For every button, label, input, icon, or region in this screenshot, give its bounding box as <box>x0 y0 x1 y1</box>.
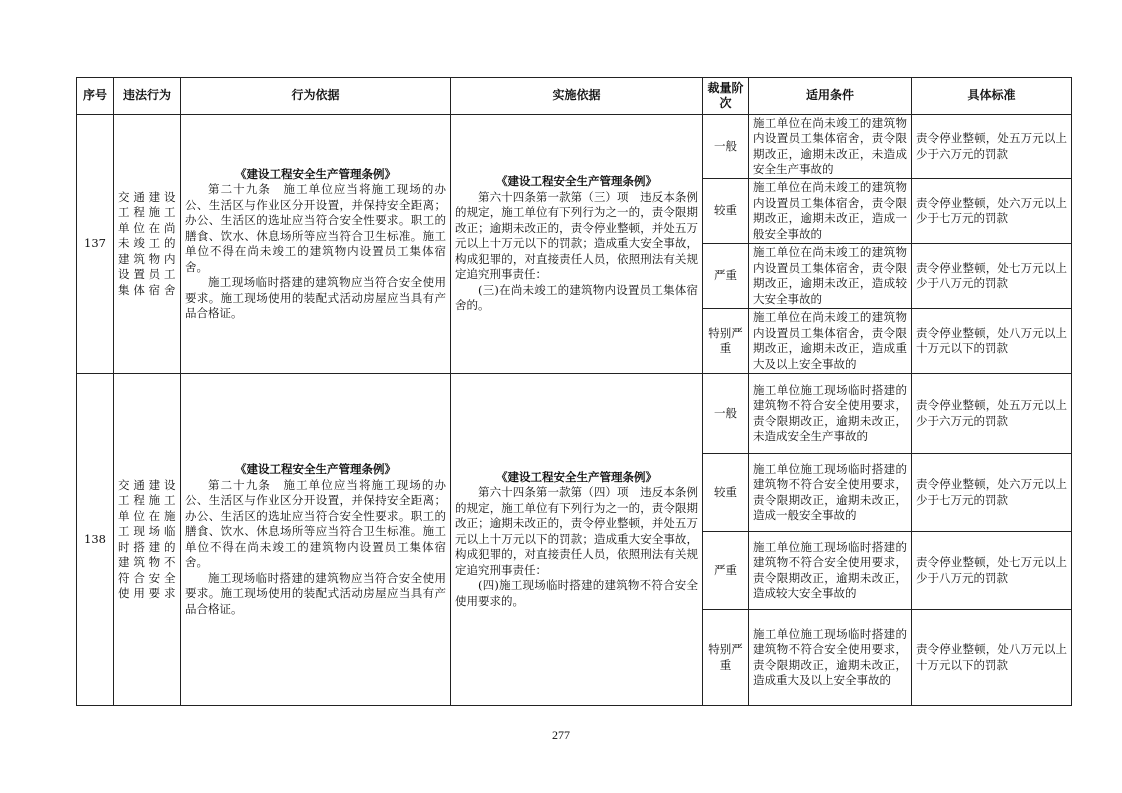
impl-title: 《建设工程安全生产管理条例》 <box>496 469 657 484</box>
header-impl: 实施依据 <box>451 78 703 115</box>
level-cell: 一般 <box>703 115 749 179</box>
standard-cell: 责令停业整顿，处六万元以上少于七万元的罚款 <box>912 179 1072 244</box>
standard-cell: 责令停业整顿，处五万元以上少于六万元的罚款 <box>912 374 1072 454</box>
impl-title: 《建设工程安全生产管理条例》 <box>496 174 657 189</box>
seq-cell: 137 <box>77 115 114 374</box>
level-cell: 较重 <box>703 179 749 244</box>
condition-cell: 施工单位在尚未竣工的建筑物内设置员工集体宿舍，责令限期改正，逾期未改正，造成重大及以上安全事故的 <box>749 309 912 374</box>
basis-paragraph: 施工现场临时搭建的建筑物应当符合安全使用要求。施工现场使用的装配式活动房屋应当具有产品合格证。 <box>185 570 446 616</box>
basis-cell <box>181 115 451 374</box>
violation-cell: 交通建设工程施工单位在施工现场临时搭建的建筑物不符合安全使用要求 <box>114 374 181 706</box>
impl-paragraph: 第六十四条第一款第（三）项 违反本条例的规定，施工单位有下列行为之一的，责令限期改正；逾期未改正的，责令停业整顿，并处五万元以上十万元以下的罚款；造成重大安全事故，构成犯罪的，对直接责任人员，依照刑法有关规定追究刑事责任： <box>455 189 698 282</box>
basis-title: 《建设工程安全生产管理条例》 <box>235 462 396 476</box>
condition-cell: 施工单位在尚未竣工的建筑物内设置员工集体宿舍，责令限期改正，逾期未改正，未造成安全生产事故的 <box>749 115 912 179</box>
header-row <box>77 78 1072 115</box>
condition-cell: 施工单位施工现场临时搭建的建筑物不符合安全使用要求，责令限期改正，逾期未改正，造成一般安全事故的 <box>749 454 912 532</box>
standard-cell: 责令停业整顿，处七万元以上少于八万元的罚款 <box>912 532 1072 610</box>
header-standard: 具体标准 <box>912 78 1072 115</box>
standard-cell: 责令停业整顿，处五万元以上少于六万元的罚款 <box>912 115 1072 179</box>
level-cell: 特别严重 <box>703 610 749 706</box>
seq-cell: 138 <box>77 374 114 706</box>
condition-cell: 施工单位在尚未竣工的建筑物内设置员工集体宿舍，责令限期改正，逾期未改正，造成较大安全事故的 <box>749 244 912 309</box>
level-cell: 特别严重 <box>703 309 749 374</box>
basis-paragraph: 施工现场临时搭建的建筑物应当符合安全使用要求。施工现场使用的装配式活动房屋应当具有产品合格证。 <box>185 275 446 320</box>
condition-cell: 施工单位施工现场临时搭建的建筑物不符合安全使用要求，责令限期改正，逾期未改正，造成较大安全事故的 <box>749 532 912 610</box>
basis-paragraph: 第二十九条 施工单位应当将施工现场的办公、生活区与作业区分开设置，并保持安全距离；办公、生活区的选址应当符合安全性要求。职工的膳食、饮水、休息场所等应当符合卫生标准。施工单位不得在尚未竣工的建筑物内设置员工集体宿舍。 <box>185 182 446 274</box>
basis-title: 《建设工程安全生产管理条例》 <box>235 166 396 181</box>
table-row <box>77 115 1072 179</box>
level-cell: 严重 <box>703 532 749 610</box>
impl-paragraph: (四)施工现场临时搭建的建筑物不符合安全使用要求的。 <box>455 578 698 608</box>
violation-cell: 交通建设工程施工单位在尚未竣工的建筑物内设置员工集体宿舍 <box>114 115 181 374</box>
level-cell: 一般 <box>703 374 749 454</box>
condition-cell: 施工单位在尚未竣工的建筑物内设置员工集体宿舍，责令限期改正，逾期未改正，造成一般安全事故的 <box>749 179 912 244</box>
standard-cell: 责令停业整顿，处八万元以上十万元以下的罚款 <box>912 610 1072 706</box>
header-seq: 序号 <box>77 78 114 115</box>
page-number: 277 <box>552 728 570 742</box>
condition-cell: 施工单位施工现场临时搭建的建筑物不符合安全使用要求，责令限期改正，逾期未改正，未造成安全生产事故的 <box>749 374 912 454</box>
impl-paragraph: (三)在尚未竣工的建筑物内设置员工集体宿舍的。 <box>455 282 698 313</box>
standard-cell: 责令停业整顿，处七万元以上少于八万元的罚款 <box>912 244 1072 309</box>
impl-cell <box>451 374 703 706</box>
table-row <box>77 374 1072 454</box>
basis-paragraph: 第二十九条 施工单位应当将施工现场的办公、生活区与作业区分开设置，并保持安全距离；办公、生活区的选址应当符合安全性要求。职工的膳食、饮水、休息场所等应当符合卫生标准。施工单位不得在尚未竣工的建筑物内设置员工集体宿舍。 <box>185 477 446 569</box>
impl-paragraph: 第六十四条第一款第（四）项 违反本条例的规定，施工单位有下列行为之一的，责令限期改正；逾期未改正的，责令停业整顿，并处五万元以上十万元以下的罚款；造成重大安全事故，构成犯罪的，对直接责任人员，依照刑法有关规定追究刑事责任： <box>455 485 698 577</box>
header-basis: 行为依据 <box>181 78 451 115</box>
penalty-table <box>76 77 1072 706</box>
header-condition: 适用条件 <box>749 78 912 115</box>
level-cell: 较重 <box>703 454 749 532</box>
level-cell: 严重 <box>703 244 749 309</box>
standard-cell: 责令停业整顿，处六万元以上少于七万元的罚款 <box>912 454 1072 532</box>
header-violation: 违法行为 <box>114 78 181 115</box>
basis-cell <box>181 374 451 706</box>
condition-cell: 施工单位施工现场临时搭建的建筑物不符合安全使用要求，责令限期改正，逾期未改正，造成重大及以上安全事故的 <box>749 610 912 706</box>
impl-cell <box>451 115 703 374</box>
header-level: 裁量阶次 <box>703 78 749 115</box>
standard-cell: 责令停业整顿，处八万元以上十万元以下的罚款 <box>912 309 1072 374</box>
